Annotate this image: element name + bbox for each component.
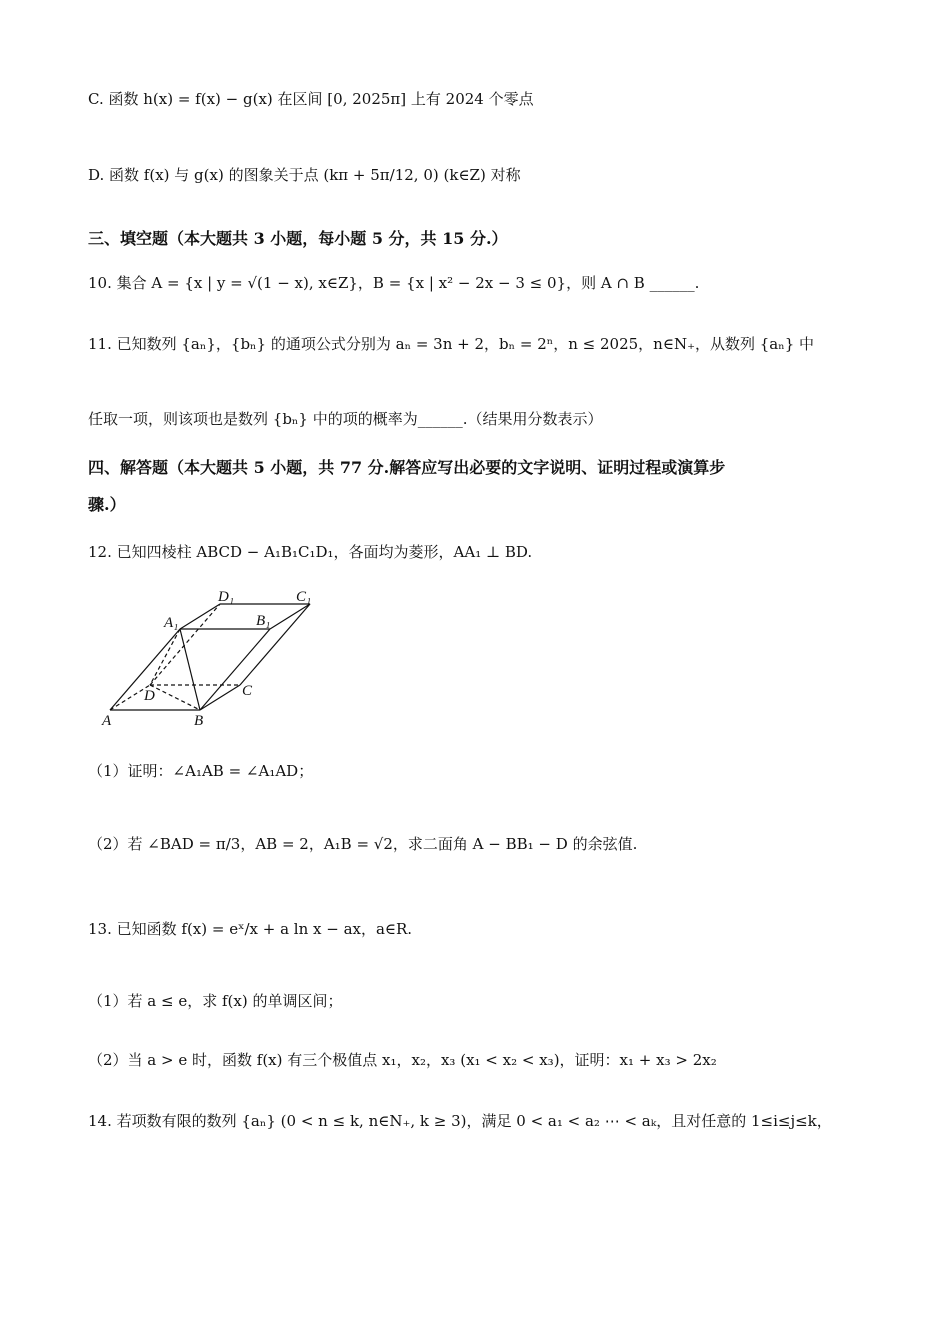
label-A: A xyxy=(102,713,112,729)
segment-A1B xyxy=(180,629,200,710)
edge-DD1-hidden xyxy=(150,604,220,685)
label-C1: C₁ xyxy=(296,589,312,605)
label-B: B xyxy=(194,713,204,729)
question-14: 14. 若项数有限的数列 {aₙ} (0 < n ≤ k, n∈N₊, k ≥ 3)，满足 0 < a₁ < a₂ ⋯ < aₖ，且对任意的 1≤i≤j≤k， xyxy=(88,1112,832,1130)
edge-BC xyxy=(200,685,240,710)
edge-B1C1 xyxy=(270,604,310,629)
section-answer-heading-line-1: 四、解答题（本大题共 5 小题，共 77 分.解答应写出必要的文字说明、证明过程或演算步 xyxy=(88,458,726,477)
question-13: 13. 已知函数 f(x) = eˣ/x + a ln x − ax，a∈R. xyxy=(88,920,413,938)
edge-CC1 xyxy=(240,604,310,685)
option-d: D. 函数 f(x) 与 g(x) 的图象关于点 (kπ + 5π/12, 0) (k∈Z) 对称 xyxy=(88,166,521,184)
question-12-part-2: （2）若 ∠BAD = π/3，AB = 2，A₁B = √2，求二面角 A − BB₁ − D 的余弦值. xyxy=(88,835,638,853)
question-13-part-2: （2）当 a > e 时，函数 f(x) 有三个极值点 x₁，x₂，x₃ (x₁ < x₂ < x₃)，证明：x₁ + x₃ > 2x₂ xyxy=(88,1051,717,1069)
label-C: C xyxy=(242,683,253,699)
segment-A1D-hidden xyxy=(150,629,180,685)
label-D1: D₁ xyxy=(218,589,235,605)
prism-figure xyxy=(98,585,338,730)
question-11-line-2: 任取一项，则该项也是数列 {bₙ} 中的项的概率为______.（结果用分数表示） xyxy=(88,410,603,428)
section-fill-in-heading: 三、填空题（本大题共 3 小题，每小题 5 分，共 15 分.） xyxy=(88,229,508,248)
question-12: 12. 已知四棱柱 ABCD − A₁B₁C₁D₁，各面均为菱形，AA₁ ⊥ BD. xyxy=(88,543,533,561)
edge-BB1 xyxy=(200,629,270,710)
label-A1: A₁ xyxy=(164,615,179,631)
label-D: D xyxy=(144,688,155,704)
diagonal-DB-hidden xyxy=(150,685,200,710)
section-answer-heading-line-2: 骤.） xyxy=(88,495,126,514)
question-12-part-1: （1）证明：∠A₁AB = ∠A₁AD； xyxy=(88,762,314,780)
option-c: C. 函数 h(x) = f(x) − g(x) 在区间 [0, 2025π] 上有 2024 个零点 xyxy=(88,90,534,108)
question-10: 10. 集合 A = {x | y = √(1 − x), x∈Z}，B = {x | x² − 2x − 3 ≤ 0}，则 A ∩ B ______. xyxy=(88,274,700,292)
question-13-part-1: （1）若 a ≤ e，求 f(x) 的单调区间； xyxy=(88,992,343,1010)
label-B1: B₁ xyxy=(256,613,271,629)
edge-A1D1 xyxy=(180,604,220,629)
question-11-line-1: 11. 已知数列 {aₙ}，{bₙ} 的通项公式分别为 aₙ = 3n + 2，bₙ = 2ⁿ，n ≤ 2025，n∈N₊，从数列 {aₙ} 中 xyxy=(88,335,815,353)
